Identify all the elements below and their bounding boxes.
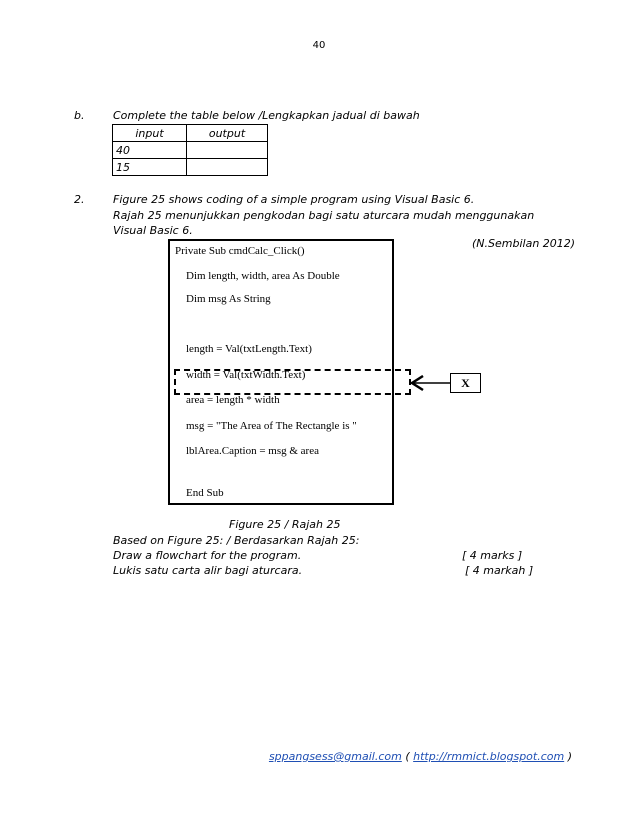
code-line-caption: lblArea.Caption = msg & area xyxy=(186,445,319,457)
footer xyxy=(269,750,572,763)
footer-open-paren: ( xyxy=(405,750,410,763)
table-header-input: input xyxy=(113,125,187,142)
code-line-end-sub: End Sub xyxy=(186,487,224,499)
task-malay: Lukis satu carta alir bagi aturcara. xyxy=(113,564,303,577)
table-cell-output xyxy=(187,159,268,176)
code-line-msg: msg = "The Area of The Rectangle is " xyxy=(186,420,357,432)
table-cell-output xyxy=(187,142,268,159)
table-header-row xyxy=(113,125,268,142)
code-line-width: width = Val(txtWidth.Text) xyxy=(186,369,306,381)
footer-email-link[interactable]: sppangsess@gmail.com xyxy=(268,750,402,763)
question-b-number: b. xyxy=(74,109,85,122)
question-2-source: (N.Sembilan 2012) xyxy=(472,237,576,250)
marks-english: [ 4 marks ] xyxy=(462,549,523,562)
table-header-output: output xyxy=(187,125,268,142)
table-row xyxy=(113,142,268,159)
page-number: 40 xyxy=(312,40,326,51)
table-cell-input: 15 xyxy=(113,159,187,176)
label-x-box xyxy=(450,373,481,393)
question-b-text: Complete the table below /Lengkapkan jadual di bawah xyxy=(113,109,420,122)
code-line-sub-header: Private Sub cmdCalc_Click() xyxy=(175,245,305,257)
highlight-dashed-box xyxy=(174,369,411,395)
instruction-intro: Based on Figure 25: / Berdasarkan Rajah 25: xyxy=(113,534,360,547)
footer-blog-link[interactable]: http://rmmict.blogspot.com xyxy=(413,750,565,763)
code-line-area: area = length * width xyxy=(186,394,280,406)
label-x: X xyxy=(461,376,470,390)
code-line-length: length = Val(txtLength.Text) xyxy=(186,343,312,355)
question-2-line-1: Figure 25 shows coding of a simple program using Visual Basic 6. xyxy=(113,193,475,206)
arrow-left-icon xyxy=(408,375,452,395)
table-row xyxy=(113,159,268,176)
task-english: Draw a flowchart for the program. xyxy=(113,549,302,562)
question-2-line-2: Rajah 25 menunjukkan pengkodan bagi satu aturcara mudah menggunakan xyxy=(113,209,535,222)
figure-caption: Figure 25 / Rajah 25 xyxy=(229,518,341,531)
code-line-dim-string: Dim msg As String xyxy=(186,293,271,305)
code-line-dim-double: Dim length, width, area As Double xyxy=(186,270,340,282)
footer-close-paren: ) xyxy=(567,750,572,763)
question-2-number: 2. xyxy=(74,193,85,206)
question-2-line-3: Visual Basic 6. xyxy=(113,224,193,237)
marks-malay: [ 4 markah ] xyxy=(465,564,534,577)
answer-table xyxy=(112,124,268,176)
table-cell-input: 40 xyxy=(113,142,187,159)
